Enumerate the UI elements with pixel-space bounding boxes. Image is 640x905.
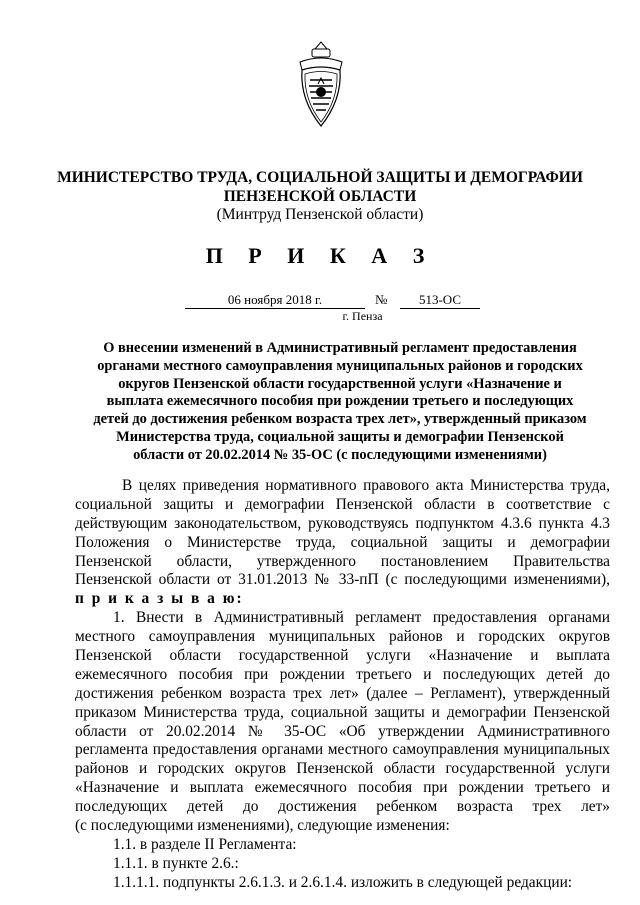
subject-line: детей до достижения ребенком возраста трех лет», утвержденный приказом	[93, 411, 587, 428]
coat-of-arms-emblem	[296, 40, 346, 130]
subject-line: выплата ежемесячного пособия при рождении третьего и последующих	[106, 393, 574, 410]
document-type-title: П Р И К А З	[205, 243, 435, 268]
item-line: последующих детей до достижения ребенком возраста трех лет»	[75, 798, 610, 816]
preamble-line: В целях приведения нормативного правового акта Министерства труда,	[122, 477, 610, 494]
order-number: 513-ОС	[400, 292, 480, 309]
sub-item: 1.1. в разделе II Регламента:	[113, 835, 297, 853]
order-body	[75, 477, 610, 893]
subject-line: округов Пензенской области государственной услуги «Назначение и	[118, 375, 562, 392]
orders-word: п р и к а з ы в а ю:	[75, 590, 244, 608]
ministry-name-line-2: ПЕНЗЕНСКОЙ ОБЛАСТИ	[223, 188, 417, 205]
city-line	[0, 309, 640, 324]
item-line: 1. Внести в Административный регламент предоставления органами	[113, 609, 610, 627]
ministry-short-name: (Минтруд Пензенской области)	[216, 206, 424, 223]
city-name: г. Пенза	[342, 309, 383, 323]
order-subject	[80, 340, 600, 465]
item-line: местного самоуправления муниципальных районов и городских округов	[75, 628, 610, 646]
sub-item: 1.1.1. в пункте 2.6.:	[113, 854, 239, 872]
subject-line: Министерства труда, социальной защиты и демографии Пензенской	[116, 428, 564, 445]
preamble-line: Пензенской области, утвержденного постановлением Правительства	[75, 552, 610, 570]
preamble-line: Положения о Министерстве труда, социальной защиты и демографии	[75, 533, 610, 551]
preamble-line: социальной защиты и демографии Пензенской области в соответствие с	[75, 495, 610, 513]
item-line: Пензенской области государственной услуги «Назначение и выплата	[75, 647, 610, 665]
preamble-line: действующим законодательством, руководствуясь подпунктом 4.3.6 пункта 4.3	[75, 514, 610, 532]
item-line: приказом Министерства труда, социальной защиты и демографии Пензенской	[75, 703, 610, 721]
ministry-name-line-1: МИНИСТЕРСТВО ТРУДА, СОЦИАЛЬНОЙ ЗАЩИТЫ И ДЕМОГРАФИИ	[57, 169, 583, 186]
item-line: (с последующими изменениями), следующие изменения:	[75, 817, 450, 835]
subject-line: О внесении изменений в Административный регламент предоставления	[103, 340, 577, 356]
subject-line: органами местного самоуправления муниципальных районов и городских	[97, 357, 583, 374]
subject-line: области от 20.02.2014 № 35-ОС (с последующими изменениями)	[133, 446, 547, 463]
item-line: ежемесячного пособия при рождении третьего и последующих детей до	[75, 665, 610, 683]
item-line: достижения ребенком возраста трех лет» (далее – Регламент), утвержденный	[75, 684, 610, 702]
ministry-name	[0, 168, 640, 206]
sub-item: 1.1.1.1. подпункты 2.6.1.3. и 2.6.1.4. изложить в следующей редакции:	[113, 873, 573, 891]
item-line: «Назначение и выплата ежемесячного пособия при рождении третьего и	[75, 779, 610, 797]
order-number-label: №	[375, 292, 388, 307]
order-date: 06 ноября 2018 г.	[185, 292, 365, 309]
item-line: области от 20.02.2014 № 35-ОС «Об утверждении Административного	[75, 722, 610, 740]
item-line: регламента предоставления органами местного самоуправления муниципальных	[75, 741, 610, 759]
preamble-line: Пензенской области от 31.01.2013 № 33-пП (с последующими изменениями),	[75, 571, 610, 589]
item-line: районов и городских округов Пензенской области государственной услуги	[75, 760, 610, 778]
